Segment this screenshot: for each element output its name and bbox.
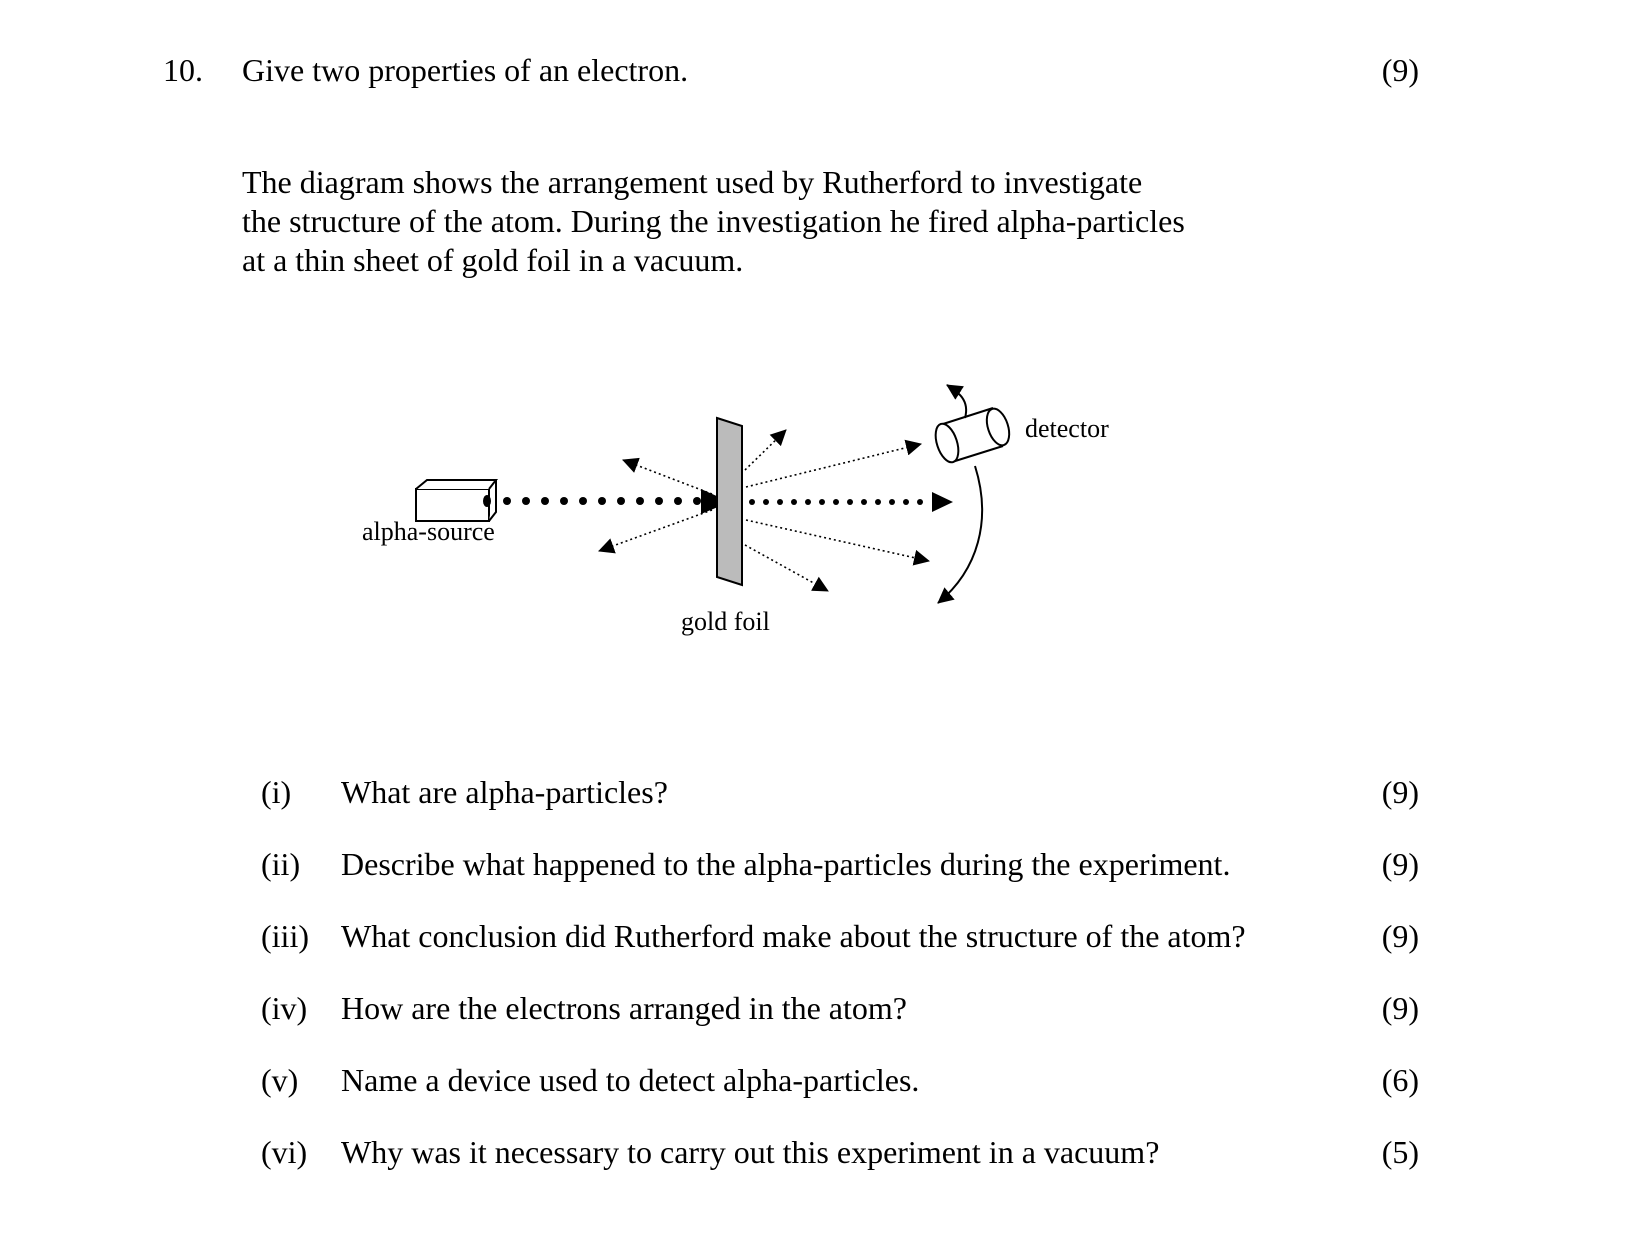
- question-text: Give two properties of an electron.: [242, 52, 689, 88]
- part-text: How are the electrons arranged in the atom?: [341, 990, 907, 1026]
- deflected-path-up: [745, 430, 786, 470]
- part-marks: (9): [1381, 990, 1419, 1026]
- path-to-detector: [746, 444, 921, 487]
- transmitted-beam: [749, 492, 953, 512]
- alpha-source-box: [416, 480, 496, 521]
- part-label: (ii): [261, 846, 301, 882]
- detector-cylinder: [931, 406, 1013, 465]
- stem-line: at a thin sheet of gold foil in a vacuum.: [242, 242, 744, 278]
- question-marks: (9): [1381, 52, 1419, 88]
- part-text: Describe what happened to the alpha-particles during the experiment.: [341, 846, 1231, 882]
- incident-beam: [503, 489, 730, 514]
- deflected-path-down: [745, 545, 828, 591]
- part-label: (vi): [261, 1134, 308, 1170]
- stem-line: the structure of the atom. During the investigation he fired alpha-particles: [242, 203, 1185, 239]
- deflected-path-low: [746, 520, 929, 561]
- stem-line: The diagram shows the arrangement used by Rutherford to investigate: [242, 164, 1143, 200]
- part-label: (iii): [261, 918, 309, 954]
- part-marks: (6): [1381, 1062, 1419, 1098]
- part-marks: (5): [1381, 1134, 1419, 1170]
- detector-arc: [947, 385, 966, 418]
- gold-foil-label: gold foil: [681, 607, 770, 636]
- question-number: 10.: [163, 52, 203, 88]
- gold-foil-sheet: [717, 418, 742, 585]
- part-marks: (9): [1381, 774, 1419, 810]
- part-text: What are alpha-particles?: [341, 774, 668, 810]
- backscatter-path-upper: [623, 460, 712, 494]
- scattered-paths: [599, 430, 929, 591]
- detector-label: detector: [1025, 414, 1109, 443]
- part-text: What conclusion did Rutherford make about the structure of the atom?: [341, 918, 1246, 954]
- backscatter-path-lower: [599, 510, 712, 551]
- part-text: Name a device used to detect alpha-particles.: [341, 1062, 920, 1098]
- alpha-source-label: alpha-source: [362, 517, 495, 546]
- part-text: Why was it necessary to carry out this experiment in a vacuum?: [341, 1134, 1160, 1170]
- part-label: (iv): [261, 990, 308, 1026]
- part-marks: (9): [1381, 846, 1419, 882]
- part-label: (v): [261, 1062, 299, 1098]
- part-marks: (9): [1381, 918, 1419, 954]
- part-label: (i): [261, 774, 292, 810]
- detector-arc-lower: [938, 466, 982, 603]
